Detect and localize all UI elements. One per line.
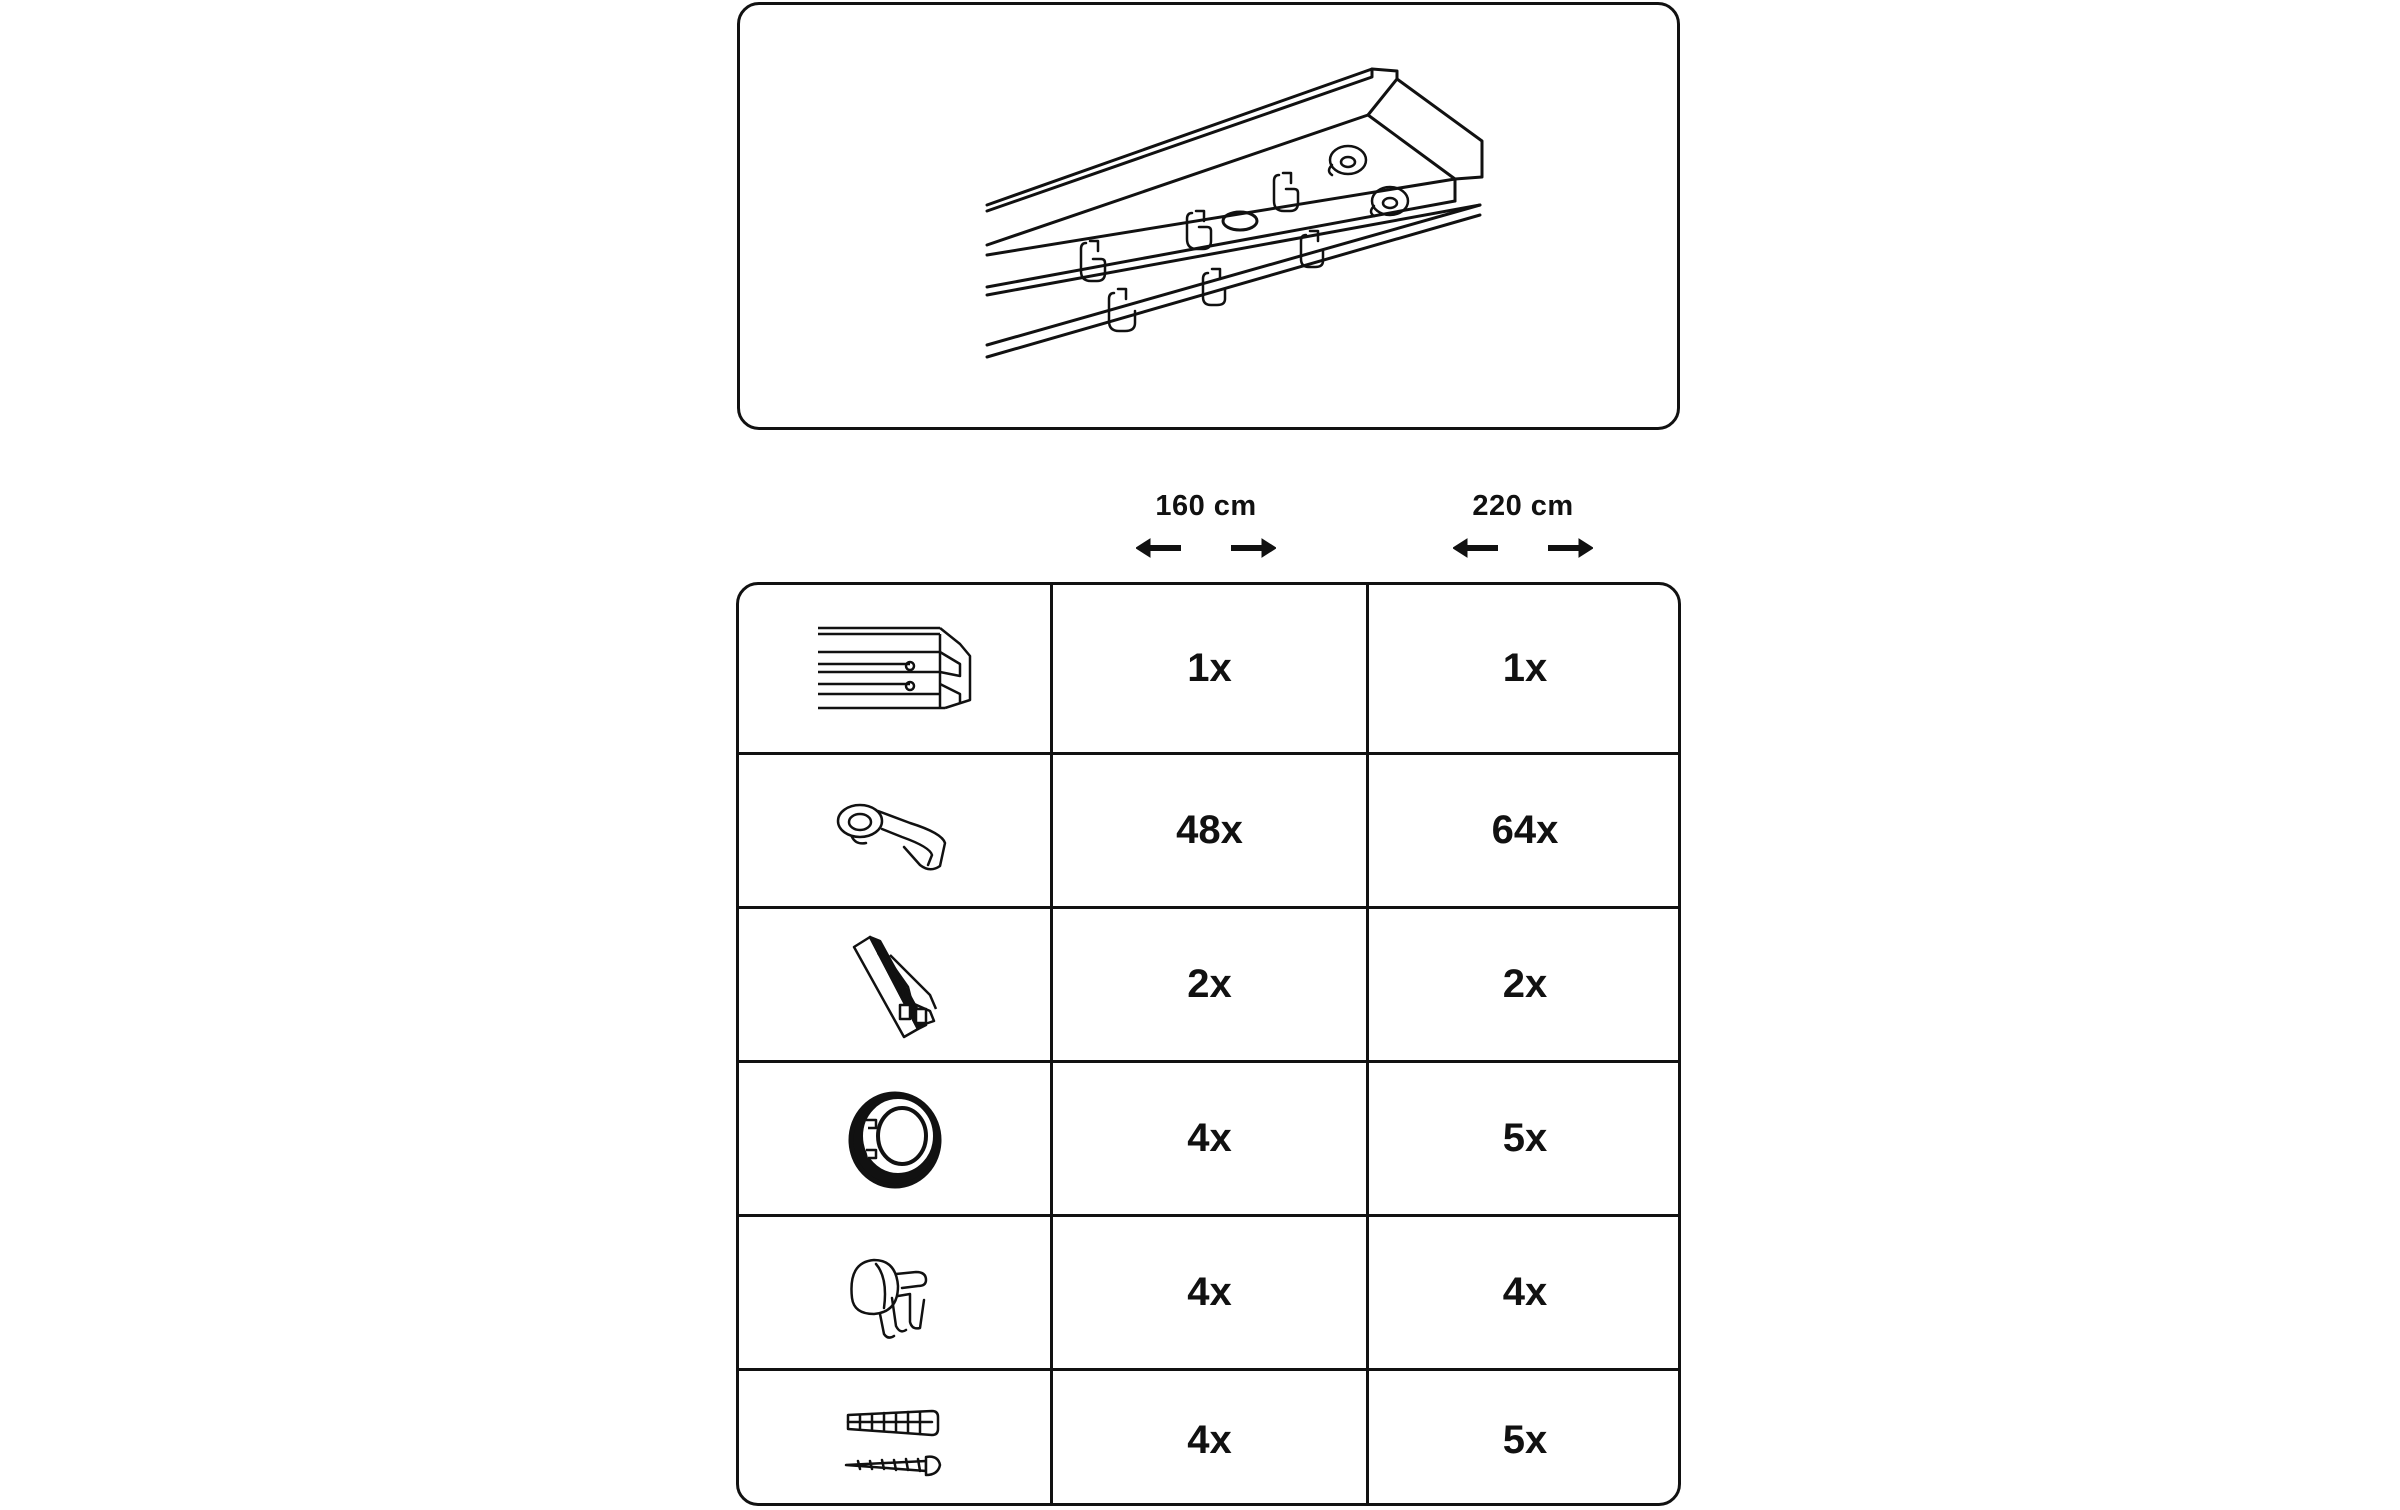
quantity-160: 2x: [1187, 962, 1232, 1006]
part-icon-cell: [739, 755, 1050, 906]
parts-table: [736, 582, 1681, 1506]
table-row: [739, 1371, 1678, 1506]
quantity-220: 1x: [1502, 646, 1548, 690]
product-illustration: [737, 2, 1680, 430]
part-icon-cell: [739, 1063, 1050, 1214]
column-label: 220 cm: [1472, 490, 1574, 522]
column-header-160: [1096, 490, 1316, 559]
table-row: [739, 755, 1678, 906]
part-icon-cell: [739, 585, 1050, 752]
column-label: 160 cm: [1155, 490, 1257, 522]
quantity-220: 5x: [1502, 1417, 1548, 1462]
width-arrows-icon: [1453, 537, 1593, 559]
quantity-220: 2x: [1502, 962, 1548, 1006]
quantity-160: 1x: [1187, 646, 1232, 690]
mounting-clip-icon: [840, 1238, 950, 1348]
part-icon-cell: [739, 1371, 1050, 1506]
quantity-220: 4x: [1502, 1270, 1548, 1314]
quantity-160: 4x: [1187, 1270, 1232, 1314]
curtain-track-profile-icon: [810, 614, 980, 724]
table-row: [739, 1217, 1678, 1368]
part-icon-cell: [739, 1217, 1050, 1368]
quantity-160: 4x: [1187, 1417, 1232, 1462]
width-arrows-icon: [1136, 537, 1276, 559]
glider-hook-icon: [830, 781, 960, 881]
part-icon-cell: [739, 909, 1050, 1060]
quantity-220: 5x: [1502, 1116, 1548, 1160]
quantity-160: 4x: [1187, 1116, 1232, 1160]
quantity-160: 48x: [1176, 808, 1243, 852]
wall-plug-and-screw-icon: [840, 1395, 950, 1485]
curtain-track-with-gliders-icon: [740, 5, 1677, 427]
table-row: [739, 585, 1678, 752]
table-row: [739, 1063, 1678, 1214]
end-stop-ring-icon: [840, 1084, 950, 1194]
end-cap-icon: [840, 925, 950, 1045]
table-row: [739, 909, 1678, 1060]
quantity-220: 64x: [1491, 808, 1559, 852]
column-header-220: [1413, 490, 1633, 559]
